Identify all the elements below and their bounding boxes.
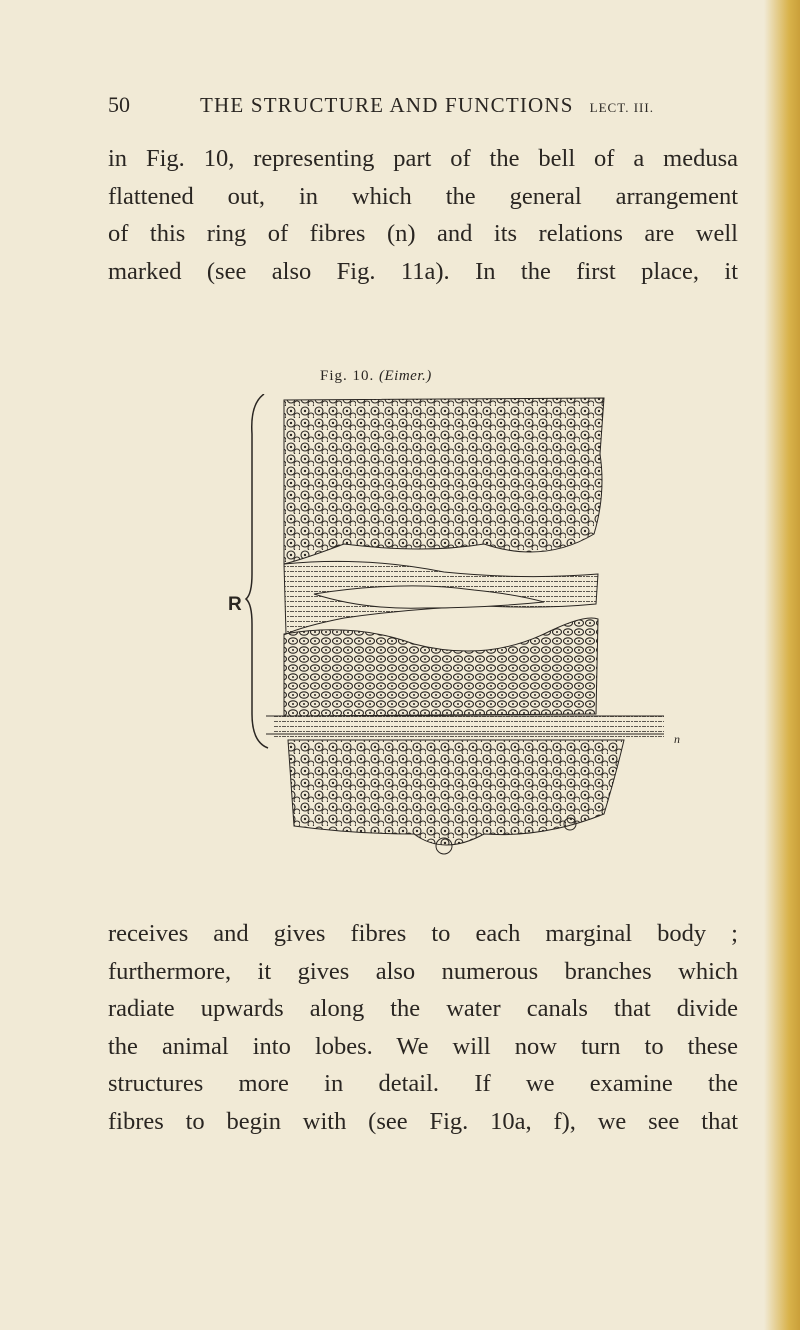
- text-line: of this ring of fibres (n) and its relations are well: [108, 220, 738, 247]
- figure-caption: [320, 368, 432, 385]
- paragraph-top: [108, 140, 738, 290]
- running-header: [108, 92, 738, 122]
- text-line: flattened out, in which the general arrangement: [108, 182, 738, 210]
- text-line: structures more in detail. If we examine the: [108, 1070, 738, 1097]
- running-head-title: THE STRUCTURE AND FUNCTIONS: [200, 93, 574, 117]
- page-edge: [764, 0, 800, 1330]
- medusa-bell-illustration: [244, 394, 664, 864]
- upper-cell-layer: [284, 398, 604, 564]
- text-line: fibres to begin with (see Fig. 10a, f), we see that: [108, 1107, 738, 1135]
- figure-label-n: n: [674, 732, 680, 746]
- text-line: marked (see also Fig. 11a). In the first place, it: [108, 257, 738, 285]
- figure-label-r: R: [228, 594, 242, 615]
- text-line: receives and gives fibres to each marginal body ;: [108, 920, 738, 947]
- text-line: furthermore, it gives also numerous branches which: [108, 957, 738, 985]
- text-line: in Fig. 10, representing part of the bell of a medusa: [108, 145, 738, 172]
- paragraph-bottom: [108, 915, 738, 1140]
- caption-number: Fig. 10.: [320, 368, 375, 384]
- page-number: 50: [108, 92, 130, 117]
- bracket-r: [246, 394, 268, 748]
- middle-cell-layer: [284, 618, 598, 716]
- lecture-number: LECT. III.: [589, 100, 654, 115]
- text-line: radiate upwards along the water canals that divide: [108, 995, 738, 1022]
- caption-author: (Eimer.): [379, 368, 432, 384]
- text-line: the animal into lobes. We will now turn to these: [108, 1032, 738, 1060]
